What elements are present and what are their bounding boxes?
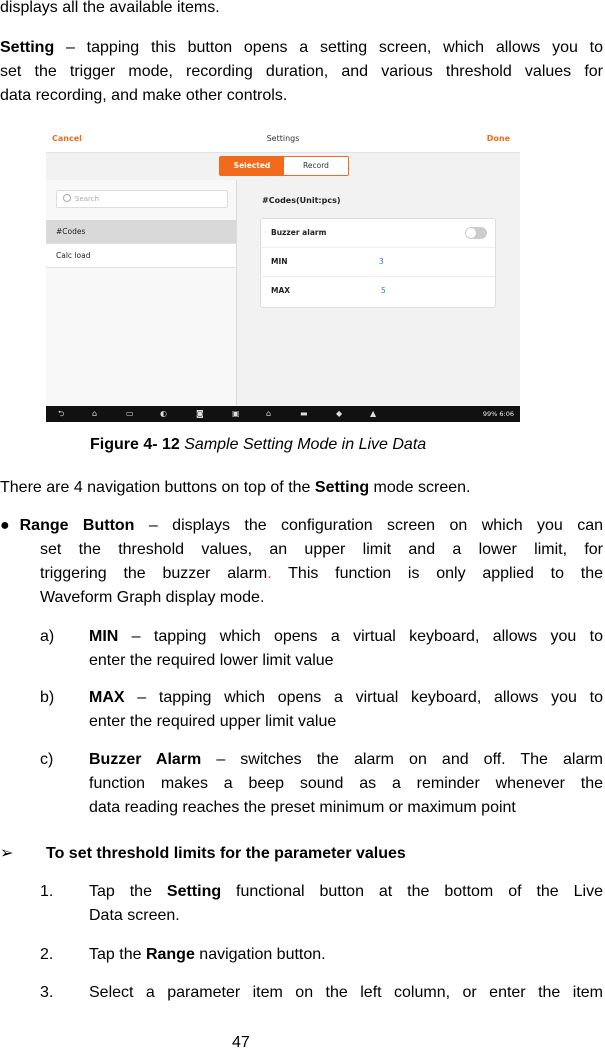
step-2-term: Range (145, 946, 195, 963)
sub-c-term: Buzzer Alarm (89, 751, 202, 768)
intro-tail: displays all the available items. (0, 0, 220, 16)
sub-c-line3: data reading reaches the preset minimum or maximum point (89, 799, 516, 816)
sub-marker-b: b) (40, 689, 55, 706)
buzzer-label: Buzzer alarm (271, 228, 327, 237)
range-line3 (40, 562, 603, 586)
status-clock: 99% 6:06 (482, 410, 514, 418)
min-label: MIN (271, 257, 288, 266)
step-1-post: functional button at the bottom of the Live (221, 883, 603, 900)
tab-record[interactable]: Record (303, 161, 329, 170)
search-placeholder: Search (75, 195, 100, 203)
setting-para-line3: data recording, and make other controls. (0, 87, 288, 104)
step-1-pre: Tap the (89, 883, 167, 900)
search-input[interactable] (56, 190, 228, 208)
home-icon[interactable]: ⌂ (92, 409, 98, 418)
step-3-num: 3. (40, 984, 54, 1001)
sub-b-line1 (89, 686, 603, 710)
search-icon (63, 194, 71, 202)
step-1-line2: Data screen. (89, 907, 180, 924)
buzzer-toggle[interactable] (465, 227, 487, 239)
caption-number: Figure 4- 12 (90, 436, 180, 453)
sub-a-line1 (89, 625, 603, 649)
settings-screenshot (46, 126, 520, 422)
step-3-line1: Select a parameter item on the left column, or enter the item (89, 984, 603, 1001)
range-line1 (0, 514, 603, 538)
parameter-list-panel (46, 180, 237, 406)
vci-icon[interactable]: ▬ (300, 409, 308, 418)
procedure-heading-text: To set threshold limits for the parameter values (46, 845, 406, 862)
range-red-dot: . (267, 565, 272, 582)
browser-icon[interactable]: ◐ (160, 409, 167, 418)
recent-apps-icon[interactable]: ▭ (126, 409, 134, 418)
sub-b-term: MAX (89, 689, 125, 706)
back-icon[interactable]: ⮌ (58, 409, 65, 418)
max-value: 5 (381, 286, 386, 295)
page-number: 47 (232, 1034, 250, 1051)
range-line2: set the threshold values, an upper limit and a lower limit, for (40, 541, 603, 558)
tab-segment (219, 156, 349, 176)
min-value: 3 (379, 257, 384, 266)
cancel-button[interactable]: Cancel (52, 134, 82, 143)
tab-selected[interactable]: Selected (220, 157, 284, 175)
sub-c-line1 (89, 748, 603, 772)
figure-caption (90, 436, 426, 454)
nav-post: mode screen. (369, 479, 471, 496)
step-2-num: 2. (40, 946, 54, 963)
sub-marker-c: c) (40, 751, 54, 768)
sub-c-text: – switches the alarm on and off. The alarm (201, 751, 604, 768)
step-2-post: navigation button. (194, 946, 326, 963)
setting-term: Setting (0, 39, 55, 56)
step-2-pre: Tap the (89, 946, 146, 963)
setting-para-line1 (0, 36, 603, 60)
caption-text: Sample Setting Mode in Live Data (179, 436, 427, 453)
procedure-heading (46, 842, 603, 866)
range-text-1: – displays the configuration screen on which you can (134, 517, 604, 534)
camera-icon[interactable]: ◙ (196, 409, 204, 418)
buzzer-row (261, 219, 495, 248)
done-button[interactable]: Done (486, 134, 510, 143)
step-1-num: 1. (40, 883, 54, 900)
screenshot-icon[interactable]: ▣ (232, 409, 240, 418)
list-item-calc-load[interactable]: Calc load (46, 244, 236, 268)
step-1-term: Setting (166, 883, 222, 900)
range-text-3b: This function is only applied to the (271, 565, 604, 582)
max-label: MAX (271, 286, 291, 295)
list-item-codes[interactable]: #Codes (46, 220, 236, 244)
threshold-card (260, 218, 496, 308)
sub-b-line2: enter the required upper limit value (89, 713, 337, 730)
min-row[interactable] (261, 248, 495, 277)
sub-marker-a: a) (40, 628, 55, 645)
setting-para-line2: set the trigger mode, recording duration, and various threshold values for (0, 63, 603, 80)
settings-top-bar (46, 126, 520, 153)
bullet-icon: ● (0, 517, 20, 534)
sub-a-term: MIN (89, 628, 119, 645)
setting-text-1: – tapping this button opens a setting screen, which allows you to (54, 39, 603, 56)
sub-a-line2: enter the required lower limit value (89, 652, 334, 669)
arrow-icon: ➢ (0, 845, 14, 862)
settings-title: Settings (266, 134, 300, 143)
range-text-3a: triggering the buzzer alarm (40, 565, 268, 582)
sub-c-line2: function makes a beep sound as a reminder whenever the (89, 775, 603, 792)
android-nav-bar (46, 406, 520, 422)
nav-term: Setting (314, 479, 370, 496)
range-term: Range Button (19, 517, 135, 534)
car-icon[interactable]: ◆ (336, 409, 343, 418)
nav-pre: There are 4 navigation buttons on top of the (0, 479, 315, 496)
sub-b-text: – tapping which opens a virtual keyboard, allows you to (124, 689, 603, 706)
parameter-heading: #Codes(Unit:pcs) (262, 196, 341, 205)
car-home-icon[interactable]: ⌂ (266, 409, 272, 418)
step-1-line1 (89, 880, 603, 904)
remote-icon[interactable]: ▲ (370, 409, 377, 418)
step-2-line1 (89, 943, 603, 967)
nav-para (0, 476, 603, 500)
max-row[interactable] (261, 277, 495, 305)
sub-a-text: – tapping which opens a virtual keyboard, allows you to (118, 628, 603, 645)
range-line4: Waveform Graph display mode. (40, 589, 265, 606)
